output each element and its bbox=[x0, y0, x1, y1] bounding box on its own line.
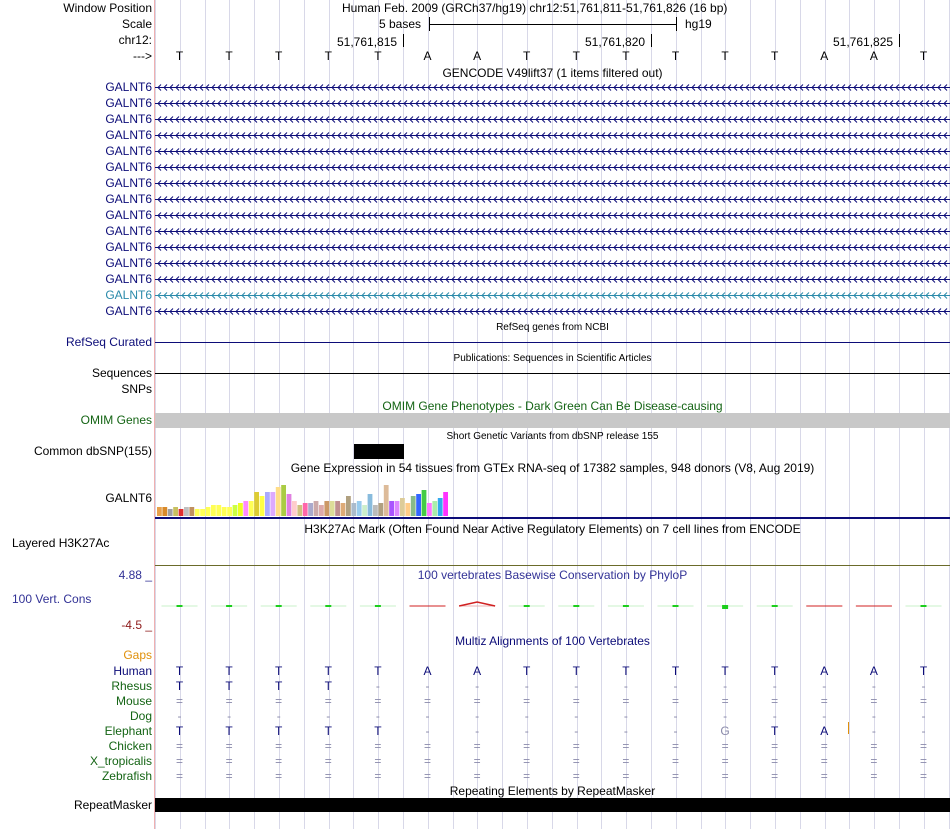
gencode-transcript-label[interactable]: GALNT6 bbox=[105, 128, 152, 142]
alignment-base: T bbox=[771, 664, 779, 678]
alignment-base: T bbox=[225, 679, 233, 693]
alignment-base: = bbox=[721, 769, 729, 783]
phylop-value-bar bbox=[276, 605, 282, 607]
base-letter: T bbox=[622, 49, 630, 63]
alignment-base: - bbox=[871, 679, 876, 693]
alignment-base: = bbox=[225, 754, 233, 768]
alignment-base: = bbox=[275, 769, 283, 783]
alignment-base: T bbox=[175, 724, 184, 738]
alignment-base: = bbox=[622, 754, 630, 768]
gtex-track-title[interactable]: Gene Expression in 54 tissues from GTEx RNA-seq of 17382 samples, 948 donors (V8, Aug 2019) bbox=[290, 461, 815, 475]
alignment-base: = bbox=[671, 754, 679, 768]
alignment-base: = bbox=[473, 739, 481, 753]
gencode-transcript-label[interactable]: GALNT6 bbox=[105, 192, 152, 206]
refseq-track-title[interactable]: RefSeq genes from NCBI bbox=[496, 322, 609, 333]
alignment-base: A bbox=[473, 664, 482, 678]
alignment-base: - bbox=[425, 724, 430, 738]
alignment-base: = bbox=[175, 694, 183, 708]
alignment-base: = bbox=[175, 769, 183, 783]
phylop-min-label: -4.5 _ bbox=[121, 618, 152, 632]
alignment-base: = bbox=[721, 754, 729, 768]
alignment-base: = bbox=[870, 754, 878, 768]
base-letter: A bbox=[869, 49, 878, 63]
base-letter: T bbox=[919, 49, 928, 63]
alignment-base: - bbox=[177, 709, 182, 723]
gencode-transcript-label[interactable]: GALNT6 bbox=[105, 96, 152, 110]
phylop-track-label[interactable]: 100 Vert. Cons bbox=[12, 592, 92, 606]
base-letter: T bbox=[175, 49, 184, 63]
assembly-text: hg19 bbox=[685, 17, 712, 31]
alignment-base: = bbox=[473, 754, 481, 768]
alignment-base: = bbox=[820, 694, 828, 708]
alignment-base: - bbox=[921, 709, 926, 723]
alignment-base: = bbox=[374, 754, 382, 768]
repeatmasker-track-title[interactable]: Repeating Elements by RepeatMasker bbox=[449, 784, 656, 798]
alignment-base: = bbox=[870, 739, 878, 753]
multiz-gaps-label: Gaps bbox=[123, 648, 152, 662]
alignment-base: - bbox=[425, 709, 430, 723]
h3k27ac-track-title[interactable]: H3K27Ac Mark (Often Found Near Active Regulatory Elements) on 7 cell lines from ENCODE bbox=[304, 522, 801, 536]
phylop-value-bar bbox=[375, 605, 381, 607]
alignment-base: - bbox=[871, 724, 876, 738]
alignment-base: - bbox=[375, 709, 380, 723]
repeatmasker-label[interactable]: RepeatMasker bbox=[73, 798, 152, 812]
alignment-base: = bbox=[671, 769, 679, 783]
alignment-base: = bbox=[324, 739, 332, 753]
alignment-base: = bbox=[374, 739, 382, 753]
alignment-base: - bbox=[723, 709, 728, 723]
alignment-base: - bbox=[475, 709, 480, 723]
alignment-base: = bbox=[175, 754, 183, 768]
alignment-base: = bbox=[771, 694, 779, 708]
gencode-transcript-label[interactable]: GALNT6 bbox=[105, 80, 152, 94]
alignment-base: T bbox=[324, 724, 332, 738]
alignment-base: = bbox=[919, 769, 927, 783]
alignment-base: - bbox=[673, 679, 678, 693]
snps-label[interactable]: SNPs bbox=[121, 382, 152, 396]
alignment-base: = bbox=[473, 769, 481, 783]
position-text: Human Feb. 2009 (GRCh37/hg19) chr12:51,761,811-51,761,826 (16 bp) bbox=[342, 1, 728, 15]
alignment-base: = bbox=[671, 739, 679, 753]
alignment-base: T bbox=[275, 679, 283, 693]
alignment-base: = bbox=[919, 694, 927, 708]
alignment-base: = bbox=[523, 769, 531, 783]
layered-h3k27ac-label[interactable]: Layered H3K27Ac bbox=[12, 536, 110, 550]
alignment-base: - bbox=[326, 709, 331, 723]
alignment-base: = bbox=[225, 694, 233, 708]
alignment-base: - bbox=[524, 679, 529, 693]
alignment-base: = bbox=[572, 694, 580, 708]
gap-marker bbox=[848, 722, 849, 734]
alignment-base: = bbox=[324, 694, 332, 708]
alignment-base: - bbox=[425, 679, 430, 693]
base-letter: T bbox=[275, 49, 283, 63]
alignment-base: - bbox=[574, 709, 579, 723]
base-letter: A bbox=[820, 49, 829, 63]
alignment-base: = bbox=[423, 694, 431, 708]
alignment-base: T bbox=[622, 664, 630, 678]
alignment-base: = bbox=[175, 739, 183, 753]
phylop-value-bar bbox=[573, 605, 579, 607]
alignment-base: = bbox=[324, 754, 332, 768]
alignment-base: - bbox=[723, 679, 728, 693]
publications-track-title[interactable]: Publications: Sequences in Scientific Articles bbox=[453, 353, 652, 364]
phylop-max-label: 4.88 _ bbox=[118, 568, 152, 582]
gencode-transcript-label[interactable]: GALNT6 bbox=[105, 224, 152, 238]
alignment-base: A bbox=[820, 724, 829, 738]
alignment-base: - bbox=[822, 709, 827, 723]
alignment-base: - bbox=[475, 679, 480, 693]
alignment-base: = bbox=[324, 769, 332, 783]
base-letter: A bbox=[423, 49, 432, 63]
track-image-panel[interactable] bbox=[155, 0, 950, 829]
track-labels-panel bbox=[0, 0, 154, 829]
multiz-species-label[interactable]: Zebrafish bbox=[101, 769, 152, 783]
alignment-base: = bbox=[771, 754, 779, 768]
base-letter: T bbox=[572, 49, 580, 63]
alignment-base: T bbox=[572, 664, 580, 678]
multiz-species-label[interactable]: Dog bbox=[129, 709, 152, 723]
alignment-base: = bbox=[870, 694, 878, 708]
phylop-value-bar bbox=[623, 605, 629, 607]
omim-genes-label[interactable]: OMIM Genes bbox=[80, 413, 152, 427]
alignment-base: = bbox=[275, 739, 283, 753]
alignment-base: = bbox=[423, 739, 431, 753]
alignment-base: = bbox=[374, 769, 382, 783]
phylop-value-bar bbox=[722, 605, 728, 609]
multiz-species-label[interactable]: Human bbox=[113, 664, 152, 678]
alignment-base: = bbox=[919, 754, 927, 768]
alignment-base: = bbox=[423, 769, 431, 783]
alignment-base: = bbox=[473, 694, 481, 708]
alignment-base: = bbox=[622, 769, 630, 783]
alignment-base: T bbox=[175, 679, 184, 693]
multiz-species-label[interactable]: X_tropicalis bbox=[89, 754, 152, 768]
coord-label-3: 51,761,825 bbox=[833, 35, 894, 49]
base-letter: T bbox=[721, 49, 729, 63]
alignment-base: = bbox=[870, 769, 878, 783]
base-letter: T bbox=[225, 49, 233, 63]
alignment-base: - bbox=[623, 724, 628, 738]
alignment-base: - bbox=[524, 709, 529, 723]
alignment-base: T bbox=[225, 724, 233, 738]
alignment-base: = bbox=[771, 769, 779, 783]
base-letter: T bbox=[523, 49, 531, 63]
window-position-label: Window Position bbox=[63, 1, 152, 15]
alignment-base: = bbox=[275, 754, 283, 768]
alignment-base: - bbox=[375, 679, 380, 693]
phylop-value-bar bbox=[177, 605, 183, 607]
multiz-track-title[interactable]: Multiz Alignments of 100 Vertebrates bbox=[455, 634, 650, 648]
alignment-base: - bbox=[623, 709, 628, 723]
strand-label: ---> bbox=[133, 49, 152, 63]
alignment-base: T bbox=[324, 664, 332, 678]
alignment-base: T bbox=[275, 664, 283, 678]
alignment-base: = bbox=[820, 754, 828, 768]
alignment-base: A bbox=[820, 664, 829, 678]
sequences-label[interactable]: Sequences bbox=[91, 366, 152, 380]
alignment-base: - bbox=[871, 709, 876, 723]
gencode-transcript-label[interactable]: GALNT6 bbox=[105, 272, 152, 286]
gencode-transcript-label[interactable]: GALNT6 bbox=[105, 160, 152, 174]
multiz-species-label[interactable]: Elephant bbox=[104, 724, 152, 738]
multiz-species-label[interactable]: Chicken bbox=[108, 739, 152, 753]
alignment-base: = bbox=[721, 694, 729, 708]
refseq-curated-label[interactable]: RefSeq Curated bbox=[65, 335, 152, 349]
phylop-value-peak bbox=[459, 602, 495, 606]
gtex-gene-label[interactable]: GALNT6 bbox=[105, 491, 152, 505]
alignment-base: - bbox=[227, 709, 232, 723]
base-letter: A bbox=[473, 49, 482, 63]
alignment-base: = bbox=[225, 769, 233, 783]
common-dbsnp-label[interactable]: Common dbSNP(155) bbox=[33, 444, 152, 458]
coord-label-1: 51,761,815 bbox=[337, 35, 398, 49]
gencode-transcript-label[interactable]: GALNT6 bbox=[105, 144, 152, 158]
alignment-base: = bbox=[622, 739, 630, 753]
alignment-base: - bbox=[772, 709, 777, 723]
alignment-base: - bbox=[673, 724, 678, 738]
alignment-base: = bbox=[671, 694, 679, 708]
alignment-base: = bbox=[374, 694, 382, 708]
alignment-base: = bbox=[275, 694, 283, 708]
alignment-base: G bbox=[720, 724, 730, 738]
base-letter: T bbox=[374, 49, 382, 63]
alignment-base: T bbox=[771, 724, 779, 738]
phylop-value-bar bbox=[325, 605, 331, 607]
alignment-base: T bbox=[225, 664, 233, 678]
multiz-species-label[interactable]: Rhesus bbox=[111, 679, 152, 693]
alignment-base: = bbox=[919, 739, 927, 753]
alignment-base: T bbox=[374, 724, 382, 738]
gencode-transcript-label[interactable]: GALNT6 bbox=[105, 208, 152, 222]
alignment-base: = bbox=[721, 739, 729, 753]
alignment-base: = bbox=[572, 739, 580, 753]
alignment-base: = bbox=[523, 739, 531, 753]
alignment-base: = bbox=[225, 739, 233, 753]
base-letter: T bbox=[324, 49, 332, 63]
gencode-transcript-label[interactable]: GALNT6 bbox=[105, 304, 152, 318]
alignment-base: - bbox=[673, 709, 678, 723]
alignment-base: - bbox=[574, 679, 579, 693]
alignment-base: = bbox=[771, 739, 779, 753]
dbsnp-track-title[interactable]: Short Genetic Variants from dbSNP release 155 bbox=[446, 431, 659, 442]
alignment-base: = bbox=[423, 754, 431, 768]
alignment-base: - bbox=[475, 724, 480, 738]
alignment-base: T bbox=[671, 664, 680, 678]
alignment-base: A bbox=[869, 664, 878, 678]
phylop-value-bar bbox=[772, 605, 778, 607]
alignment-base: = bbox=[622, 694, 630, 708]
scale-label: Scale bbox=[121, 17, 152, 31]
alignment-base: = bbox=[523, 754, 531, 768]
gencode-track-title[interactable]: GENCODE V49lift37 (1 items filtered out) bbox=[442, 66, 663, 80]
alignment-base: A bbox=[423, 664, 432, 678]
gencode-transcript-label[interactable]: GALNT6 bbox=[105, 112, 152, 126]
alignment-base: T bbox=[919, 664, 928, 678]
omim-track-title[interactable]: OMIM Gene Phenotypes - Dark Green Can Be Disease-causing bbox=[382, 399, 723, 413]
alignment-base: - bbox=[524, 724, 529, 738]
gencode-transcript-label[interactable]: GALNT6 bbox=[105, 288, 152, 302]
base-letter: T bbox=[671, 49, 680, 63]
phylop-value-bar bbox=[226, 605, 232, 607]
alignment-base: = bbox=[572, 754, 580, 768]
phylop-value-bar bbox=[524, 605, 530, 607]
alignment-base: - bbox=[921, 679, 926, 693]
alignment-base: = bbox=[572, 769, 580, 783]
scale-text: 5 bases bbox=[379, 17, 422, 31]
alignment-base: T bbox=[721, 664, 729, 678]
alignment-base: T bbox=[275, 724, 283, 738]
alignment-base: - bbox=[574, 724, 579, 738]
coord-label-2: 51,761,820 bbox=[585, 35, 646, 49]
alignment-base: - bbox=[921, 724, 926, 738]
phylop-track-title[interactable]: 100 vertebrates Basewise Conservation by PhyloP bbox=[417, 568, 688, 582]
chrom-label: chr12: bbox=[118, 33, 152, 47]
gencode-transcript-label[interactable]: GALNT6 bbox=[105, 256, 152, 270]
alignment-base: - bbox=[822, 679, 827, 693]
base-letter: T bbox=[771, 49, 779, 63]
repeatmasker-element-block[interactable] bbox=[155, 798, 950, 812]
alignment-base: - bbox=[276, 709, 281, 723]
alignment-base: - bbox=[623, 679, 628, 693]
alignment-base: T bbox=[324, 679, 332, 693]
phylop-value-bar bbox=[921, 605, 927, 607]
alignment-base: T bbox=[523, 664, 531, 678]
alignment-base: - bbox=[772, 679, 777, 693]
gencode-transcript-label[interactable]: GALNT6 bbox=[105, 240, 152, 254]
alignment-base: = bbox=[820, 739, 828, 753]
alignment-base: T bbox=[374, 664, 382, 678]
alignment-base: = bbox=[523, 694, 531, 708]
gencode-transcript-label[interactable]: GALNT6 bbox=[105, 176, 152, 190]
alignment-base: T bbox=[175, 664, 184, 678]
phylop-value-bar bbox=[673, 605, 679, 607]
alignment-base: = bbox=[820, 769, 828, 783]
multiz-species-label[interactable]: Mouse bbox=[115, 694, 152, 708]
